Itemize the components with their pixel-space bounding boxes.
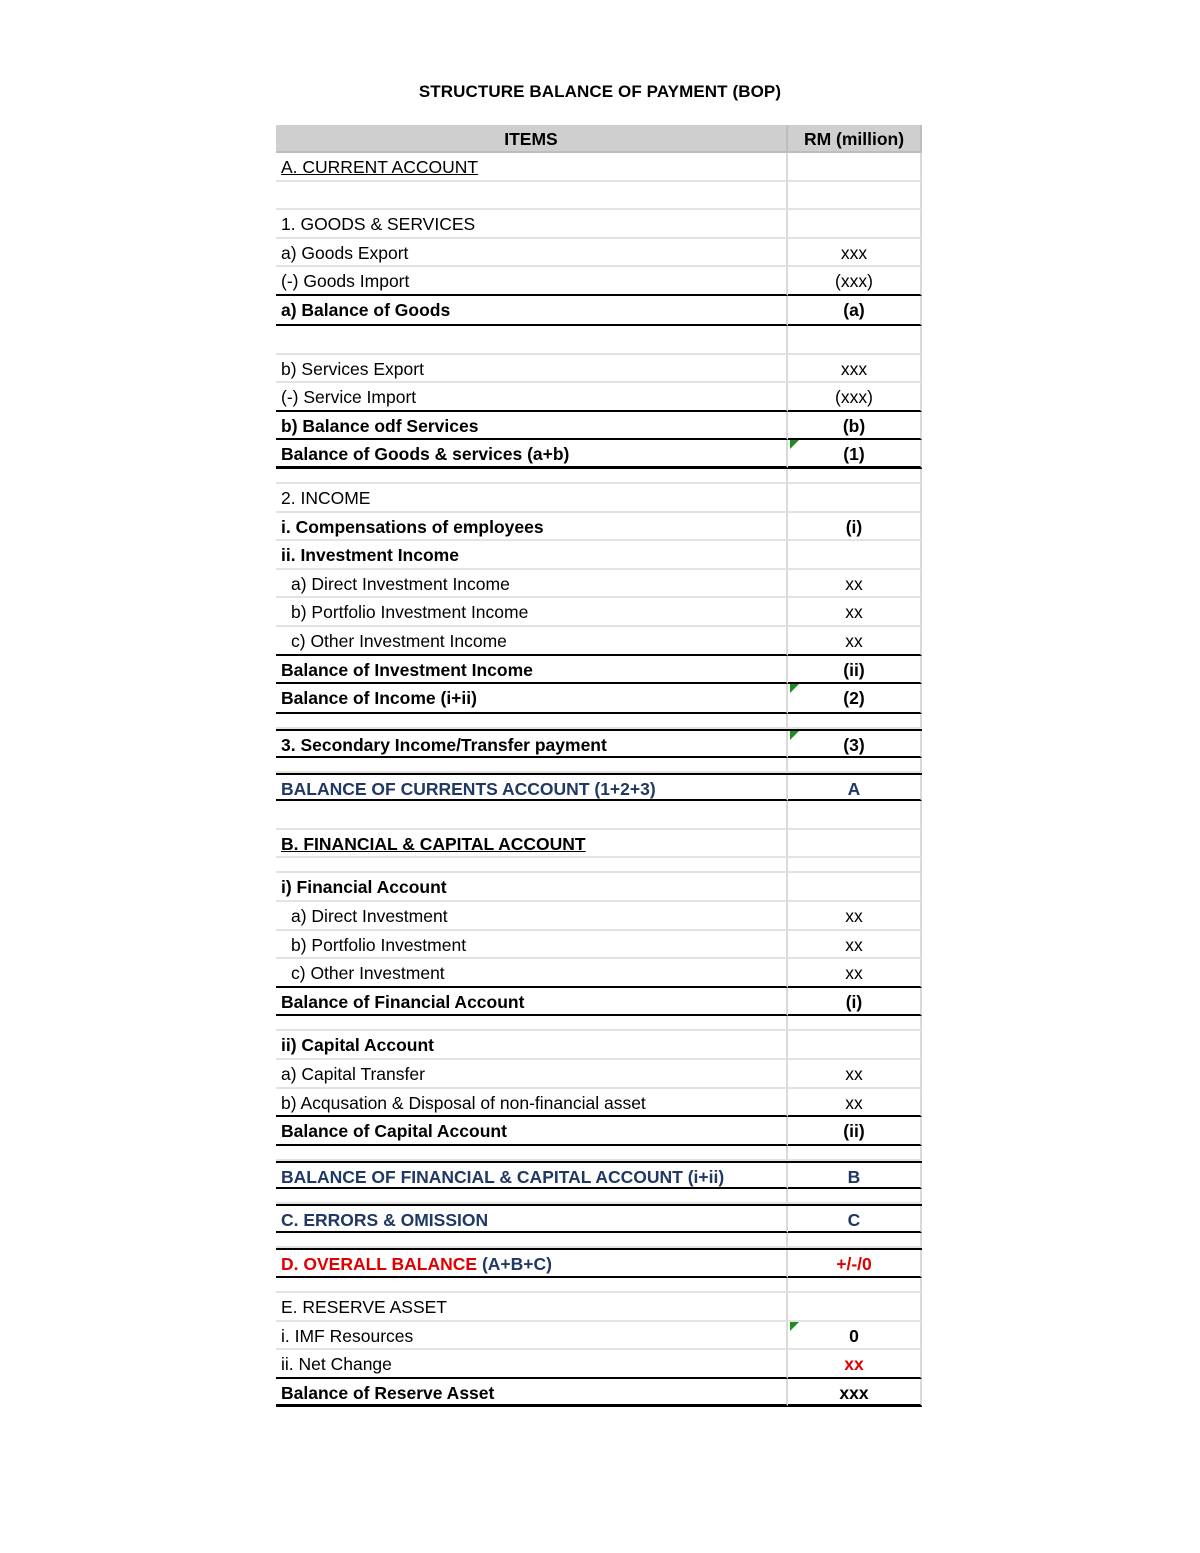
acquisation-value: xx <box>788 1089 922 1118</box>
comment-marker-icon <box>790 440 799 449</box>
table-row-spacer <box>276 714 922 729</box>
table-row <box>276 355 922 384</box>
balance-current-account-label: BALANCE OF CURRENTS ACCOUNT (1+2+3) <box>276 775 788 802</box>
net-change-label: ii. Net Change <box>276 1350 788 1379</box>
comment-marker-icon <box>790 684 799 693</box>
compensation-label: i. Compensations of employees <box>276 513 788 542</box>
acquisation-label: b) Acqusation & Disposal of non-financial asset <box>276 1089 788 1118</box>
table-row <box>276 729 922 758</box>
direct-investment-income-label: a) Direct Investment Income <box>276 570 788 599</box>
balance-financial-account-value: (i) <box>788 988 922 1017</box>
errors-omission-label: C. ERRORS & OMISSION <box>276 1206 788 1233</box>
table-row <box>276 570 922 599</box>
table-row <box>276 1379 922 1408</box>
table-row-spacer <box>276 758 922 773</box>
goods-services-heading: 1. GOODS & SERVICES <box>276 210 788 239</box>
table-row-spacer <box>276 469 922 484</box>
direct-investment-value: xx <box>788 902 922 931</box>
capital-transfer-value: xx <box>788 1060 922 1089</box>
balance-income-label: Balance of Income (i+ii) <box>276 684 788 714</box>
overall-balance-value: +/-/0 <box>788 1250 922 1278</box>
table-row <box>276 239 922 268</box>
table-row <box>276 873 922 902</box>
table-header <box>276 125 922 153</box>
goods-import-value: (xxx) <box>788 267 922 296</box>
balance-goods-label: a) Balance of Goods <box>276 296 788 326</box>
financial-account-heading: i) Financial Account <box>276 873 788 902</box>
other-investment-income-value: xx <box>788 627 922 656</box>
balance-reserve-asset-label: Balance of Reserve Asset <box>276 1379 788 1407</box>
balance-financial-capital-value: B <box>788 1163 922 1190</box>
other-investment-income-label: c) Other Investment Income <box>276 627 788 656</box>
table-row <box>276 902 922 931</box>
table-row <box>276 627 922 656</box>
table-row <box>276 1089 922 1118</box>
secondary-income-label: 3. Secondary Income/Transfer payment <box>276 731 788 758</box>
services-export-label: b) Services Export <box>276 355 788 384</box>
table-row <box>276 656 922 685</box>
table-row <box>276 1161 922 1190</box>
table-row <box>276 296 922 326</box>
direct-investment-label: a) Direct Investment <box>276 902 788 931</box>
table-row <box>276 959 922 988</box>
balance-investment-income-label: Balance of Investment Income <box>276 656 788 685</box>
goods-export-label: a) Goods Export <box>276 239 788 268</box>
compensation-value: (i) <box>788 513 922 542</box>
balance-goods-value: (a) <box>788 296 922 326</box>
table-row <box>276 684 922 714</box>
table-row <box>276 773 922 802</box>
investment-income-heading: ii. Investment Income <box>276 541 788 570</box>
capital-transfer-label: a) Capital Transfer <box>276 1060 788 1089</box>
balance-capital-account-label: Balance of Capital Account <box>276 1117 788 1146</box>
balance-services-value: (b) <box>788 412 922 441</box>
table-row <box>276 513 922 542</box>
table-row-spacer <box>276 1189 922 1204</box>
balance-current-account-value: A <box>788 775 922 802</box>
financial-capital-heading: B. FINANCIAL & CAPITAL ACCOUNT <box>281 833 586 854</box>
table-row <box>276 1248 922 1278</box>
balance-financial-account-label: Balance of Financial Account <box>276 988 788 1017</box>
net-change-value: xx <box>788 1350 922 1379</box>
balance-investment-income-value: (ii) <box>788 656 922 685</box>
table-row <box>276 1117 922 1146</box>
table-row <box>276 931 922 960</box>
comment-marker-icon <box>790 731 799 740</box>
capital-account-heading: ii) Capital Account <box>276 1031 788 1060</box>
current-account-heading: A. CURRENT ACCOUNT <box>281 157 479 177</box>
secondary-income-value: (3) <box>788 731 922 758</box>
table-row <box>276 1350 922 1379</box>
table-row <box>276 1204 922 1233</box>
table-row <box>276 383 922 412</box>
goods-import-label: (-) Goods Import <box>276 267 788 296</box>
balance-financial-capital-label: BALANCE OF FINANCIAL & CAPITAL ACCOUNT (i+ii) <box>276 1163 788 1190</box>
table-row <box>276 484 922 513</box>
table-row <box>276 598 922 627</box>
balance-reserve-asset-value: xxx <box>788 1379 922 1407</box>
table-row-spacer <box>276 1233 922 1248</box>
table-row <box>276 153 922 182</box>
portfolio-investment-value: xx <box>788 931 922 960</box>
services-export-value: xxx <box>788 355 922 384</box>
overall-balance-formula: (A+B+C) <box>481 1254 552 1274</box>
imf-resources-value: 0 <box>788 1322 922 1351</box>
table-row <box>276 267 922 296</box>
table-row-spacer <box>276 1146 922 1161</box>
service-import-label: (-) Service Import <box>276 383 788 412</box>
col-rm: RM (million) <box>788 125 922 153</box>
table-row-empty <box>276 182 922 211</box>
balance-goods-services-label: Balance of Goods & services (a+b) <box>276 440 788 468</box>
portfolio-investment-label: b) Portfolio Investment <box>276 931 788 960</box>
table-row-spacer <box>276 858 922 873</box>
table-row-empty <box>276 326 922 355</box>
comment-marker-icon <box>790 1322 799 1331</box>
table-row <box>276 210 922 239</box>
table-row <box>276 412 922 441</box>
portfolio-investment-income-value: xx <box>788 598 922 627</box>
imf-resources-label: i. IMF Resources <box>276 1322 788 1351</box>
goods-export-value: xxx <box>788 239 922 268</box>
table-row <box>276 541 922 570</box>
other-investment-value: xx <box>788 959 922 988</box>
table-row <box>276 830 922 859</box>
table-row <box>276 440 922 469</box>
bop-table <box>276 125 922 1407</box>
col-items: ITEMS <box>276 125 788 153</box>
overall-balance-label: D. OVERALL BALANCE <box>281 1254 482 1274</box>
errors-omission-value: C <box>788 1206 922 1233</box>
page-title: STRUCTURE BALANCE OF PAYMENT (BOP) <box>418 82 782 101</box>
portfolio-investment-income-label: b) Portfolio Investment Income <box>276 598 788 627</box>
table-row <box>276 1060 922 1089</box>
table-row-spacer <box>276 1016 922 1031</box>
table-row-empty <box>276 801 922 830</box>
direct-investment-income-value: xx <box>788 570 922 599</box>
table-row <box>276 1293 922 1322</box>
table-row-spacer <box>276 1278 922 1293</box>
balance-capital-account-value: (ii) <box>788 1117 922 1146</box>
other-investment-label: c) Other Investment <box>276 959 788 988</box>
table-row <box>276 988 922 1017</box>
balance-goods-services-value: (1) <box>788 440 922 468</box>
balance-services-label: b) Balance odf Services <box>276 412 788 441</box>
reserve-asset-heading: E. RESERVE ASSET <box>276 1293 788 1322</box>
income-heading: 2. INCOME <box>276 484 788 513</box>
service-import-value: (xxx) <box>788 383 922 412</box>
table-row <box>276 1031 922 1060</box>
balance-income-value: (2) <box>788 684 922 714</box>
table-row <box>276 1322 922 1351</box>
